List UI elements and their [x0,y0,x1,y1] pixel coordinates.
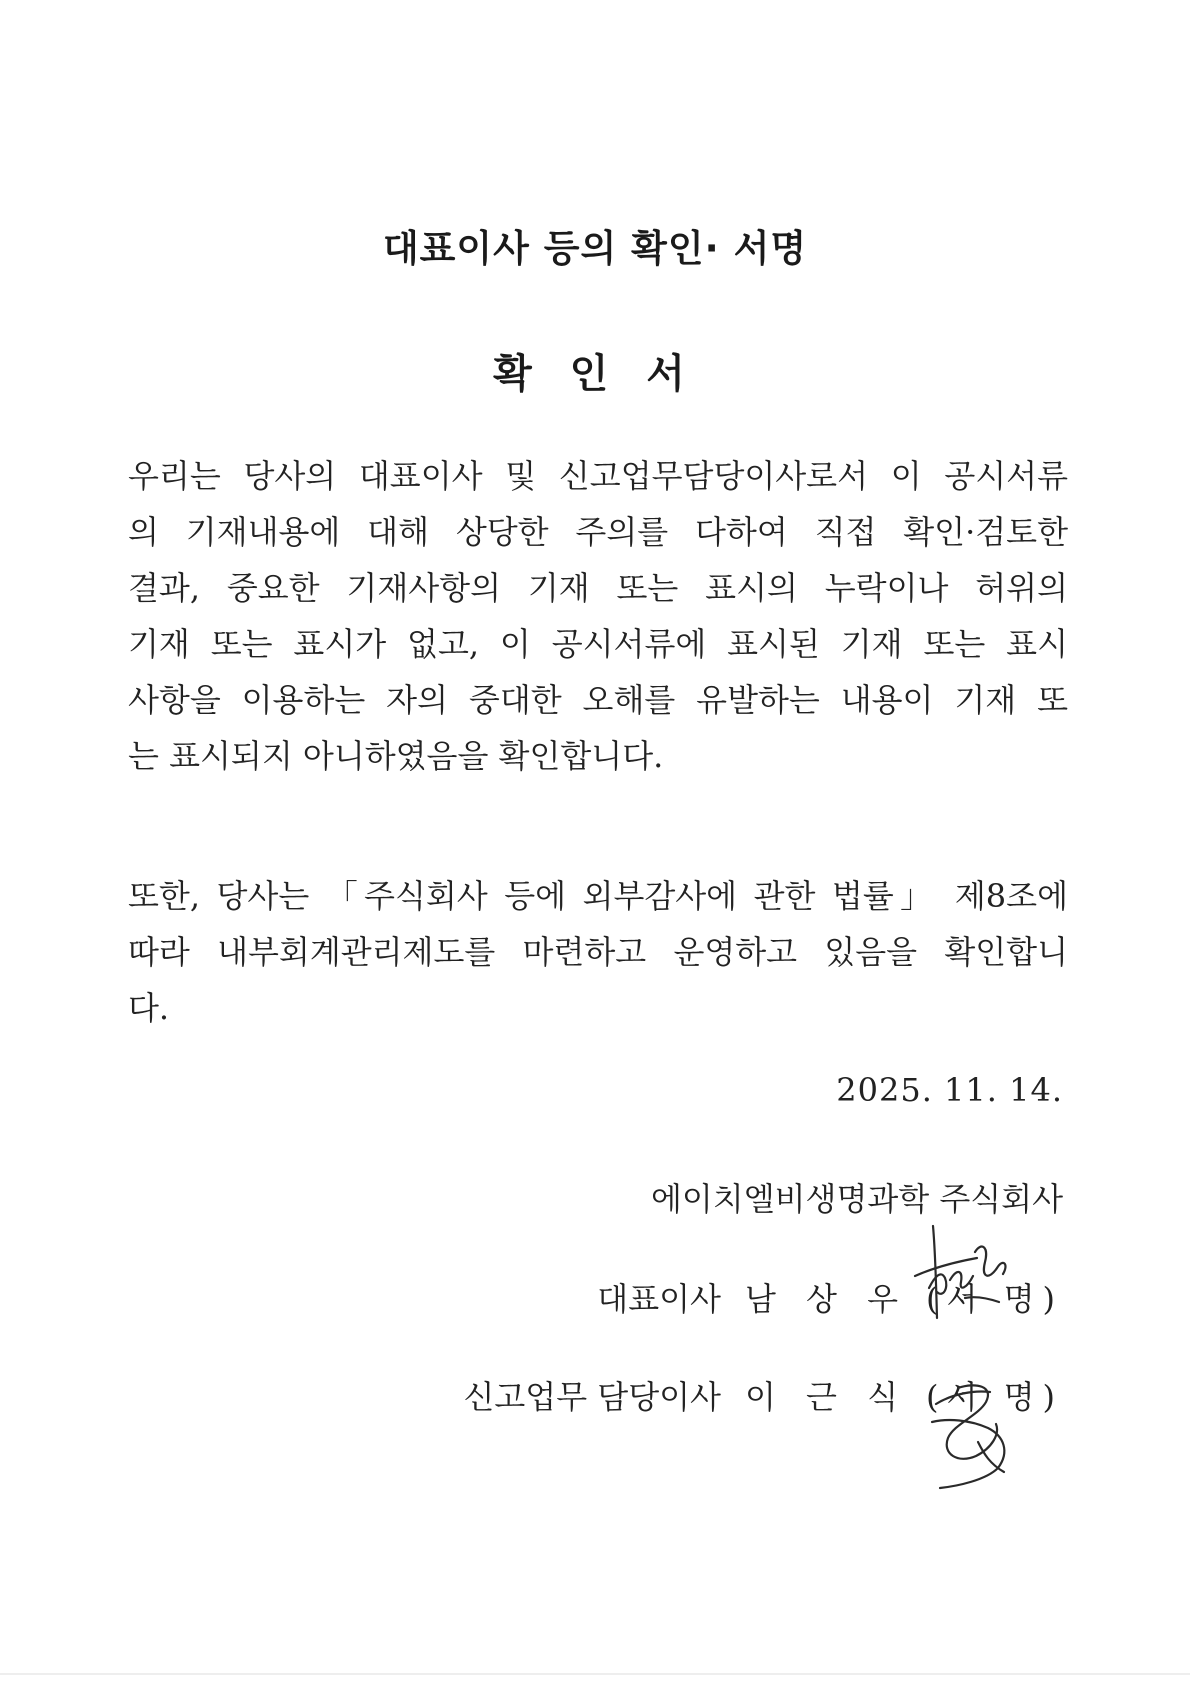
signatory-role: 신고업무 담당이사 [463,1378,721,1416]
signature-label: (서 명) [926,1378,1063,1416]
paragraph-line: 또한, 당사는 「주식회사 등에 외부감사에 관한 법률」 제8조에 [128,877,1068,915]
paragraph-line: 기재 또는 표시가 없고, 이 공시서류에 표시된 기재 또는 표시 [128,625,1068,663]
ceo-handwritten-signature [905,1218,1025,1328]
page-bottom-edge [0,1673,1190,1675]
paragraph-line: 는 표시되지 아니하였음을 확인합니다. [128,737,664,775]
paragraph-line: 결과, 중요한 기재사항의 기재 또는 표시의 누락이나 허위의 [128,569,1068,607]
signature-label: (서 명) [926,1280,1063,1318]
officer-handwritten-signature [918,1376,1028,1496]
signatory-name: 이 근 식 [744,1378,909,1416]
document-date: 2025. 11. 14. [836,1071,1063,1109]
paragraph-line: 따라 내부회계관리제도를 마련하고 운영하고 있음을 확인합니 [128,933,1068,971]
signatory-name: 남 상 우 [744,1280,909,1318]
document-subtitle: 확 인 서 [493,351,697,397]
internal-control-paragraph [128,868,1068,1036]
paragraph-line: 사항을 이용하는 자의 중대한 오해를 유발하는 내용이 기재 또 [128,681,1068,719]
signatory-role: 대표이사 [597,1280,721,1318]
paragraph-line: 우리는 당사의 대표이사 및 신고업무담당이사로서 이 공시서류 [128,457,1068,495]
paragraph-line: 다. [128,989,170,1027]
document-title: 대표이사 등의 확인· 서명 [382,227,808,270]
confirmation-paragraph [128,448,1068,784]
company-name: 에이치엘비생명과학 주식회사 [650,1180,1063,1218]
paragraph-line: 의 기재내용에 대해 상당한 주의를 다하여 직접 확인·검토한 [128,513,1068,551]
